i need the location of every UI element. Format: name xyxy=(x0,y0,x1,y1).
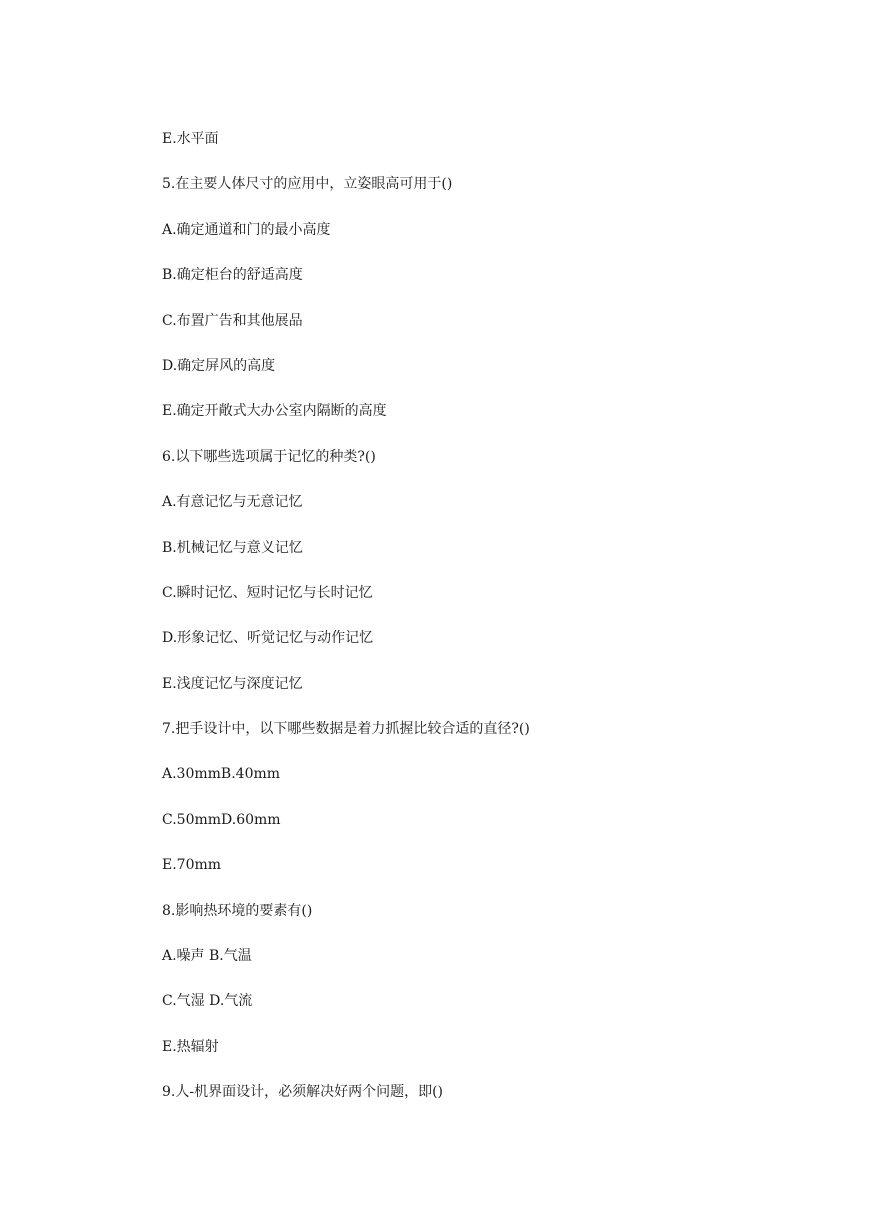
option-cd-q7: C.50mmD.60mm xyxy=(162,811,281,828)
option-b-q6: B.机械记忆与意义记忆 xyxy=(162,539,303,556)
option-c-q5: C.布置广告和其他展品 xyxy=(162,312,303,329)
question-8: 8.影响热环境的要素有() xyxy=(162,902,313,919)
question-5: 5.在主要人体尺寸的应用中，立姿眼高可用于() xyxy=(162,176,453,193)
option-e-q8: E.热辐射 xyxy=(162,1038,219,1055)
option-ab-q8: A.噪声 B.气温 xyxy=(162,948,252,965)
question-9: 9.人-机界面设计，必须解决好两个问题，即() xyxy=(162,1084,444,1101)
question-6: 6.以下哪些选项属于记忆的种类?() xyxy=(162,448,376,465)
option-e-q4: E.水平面 xyxy=(162,131,219,147)
question-text xyxy=(162,128,802,1127)
option-d-q6: D.形象记忆、听觉记忆与动作记忆 xyxy=(162,630,374,647)
question-7: 7.把手设计中，以下哪些数据是着力抓握比较合适的直径?() xyxy=(162,721,530,738)
option-c-q6: C.瞬时记忆、短时记忆与长时记忆 xyxy=(162,584,373,601)
option-b-q5: B.确定柜台的舒适高度 xyxy=(162,267,303,284)
option-a-q5: A.确定通道和门的最小高度 xyxy=(162,221,331,238)
option-ab-q7: A.30mmB.40mm xyxy=(162,766,281,783)
option-e-q6: E.浅度记忆与深度记忆 xyxy=(162,675,303,692)
option-d-q5: D.确定屏风的高度 xyxy=(162,357,276,374)
option-cd-q8: C.气湿 D.气流 xyxy=(162,993,253,1010)
option-e-q7: E.70mm xyxy=(162,857,222,874)
option-e-q5: E.确定开敞式大办公室内隔断的高度 xyxy=(162,403,387,420)
option-a-q6: A.有意记忆与无意记忆 xyxy=(162,494,303,511)
